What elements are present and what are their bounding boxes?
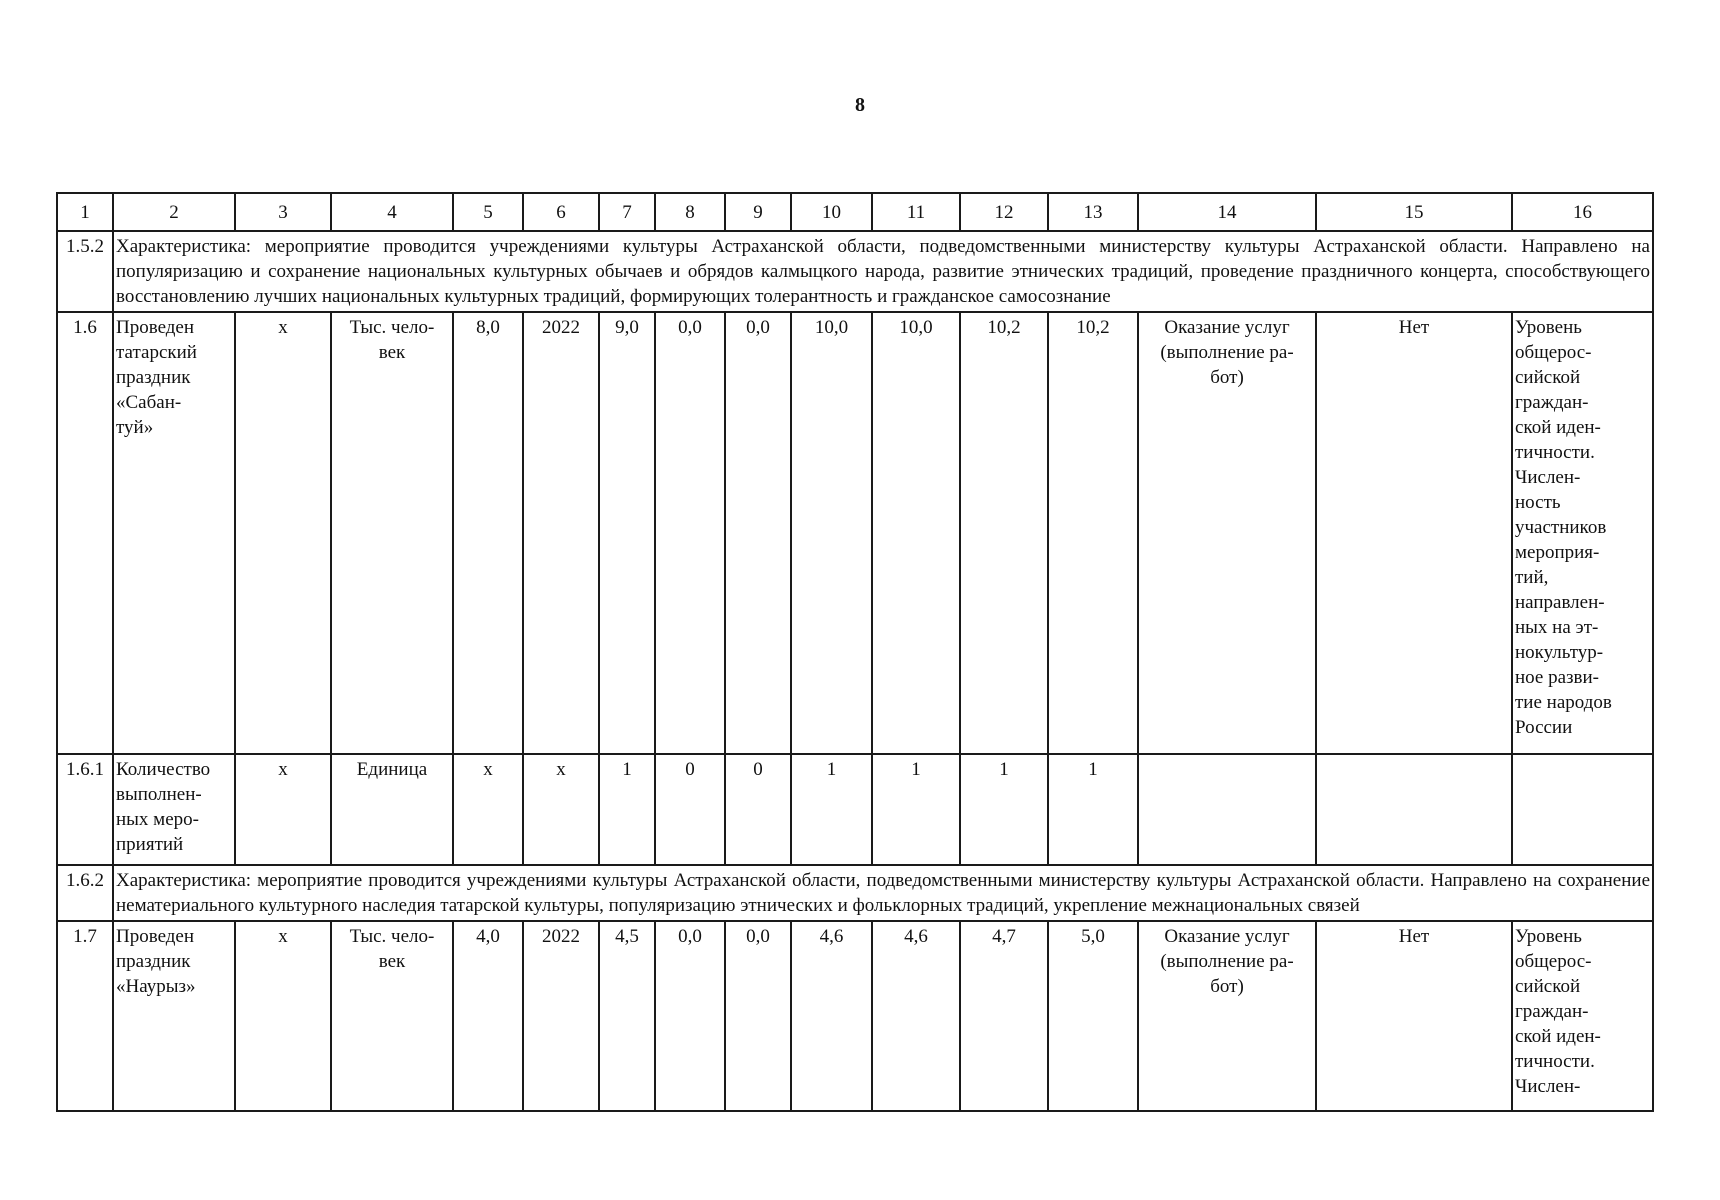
cell: 0 xyxy=(725,754,791,865)
unit: Тыс. чело- век xyxy=(331,921,453,1111)
column-header: 12 xyxy=(960,193,1048,231)
cell: х xyxy=(235,754,331,865)
column-header: 6 xyxy=(523,193,599,231)
cell: 1 xyxy=(872,754,960,865)
cell: 10,0 xyxy=(872,312,960,754)
column-header: 8 xyxy=(655,193,725,231)
row-id: 1.6 xyxy=(57,312,113,754)
cell: 5,0 xyxy=(1048,921,1138,1111)
cell: 4,6 xyxy=(872,921,960,1111)
service-type: Оказание услуг (выполнение ра- бот) xyxy=(1138,312,1316,754)
column-header: 2 xyxy=(113,193,235,231)
table-row xyxy=(57,231,1653,312)
cell: 10,2 xyxy=(1048,312,1138,754)
indicator-text: Уровень общерос- сийской граждан- ской иден- тичности. Числен- xyxy=(1512,921,1653,1111)
column-header: 1 xyxy=(57,193,113,231)
table-row xyxy=(57,754,1653,865)
cell: 4,7 xyxy=(960,921,1048,1111)
unit: Единица xyxy=(331,754,453,865)
column-header: 16 xyxy=(1512,193,1653,231)
event-name: Количество выполнен- ных меро- приятий xyxy=(113,754,235,865)
column-header: 7 xyxy=(599,193,655,231)
column-header: 10 xyxy=(791,193,872,231)
cell: 1 xyxy=(960,754,1048,865)
cell: х xyxy=(235,312,331,754)
column-header: 11 xyxy=(872,193,960,231)
cell: Нет xyxy=(1316,921,1512,1111)
table-row xyxy=(57,312,1653,754)
characteristic-text: Характеристика: мероприятие проводится учреждениями культуры Астраханской области, подведомственными министерству культуры Астраханской области. Направлено на сохранение нематериального культурного наследия татарской культуры, популяризацию этнических и фольклорных традиций, укрепление межнациональных связей xyxy=(113,865,1653,921)
cell: 1 xyxy=(1048,754,1138,865)
cell: 4,6 xyxy=(791,921,872,1111)
cell: 10,2 xyxy=(960,312,1048,754)
cell: Нет xyxy=(1316,312,1512,754)
service-type: Оказание услуг (выполнение ра- бот) xyxy=(1138,921,1316,1111)
cell: 4,5 xyxy=(599,921,655,1111)
column-header: 3 xyxy=(235,193,331,231)
column-header: 15 xyxy=(1316,193,1512,231)
row-id: 1.7 xyxy=(57,921,113,1111)
program-table xyxy=(56,192,1654,1112)
event-name: Проведен татарский праздник «Сабан- туй» xyxy=(113,312,235,754)
row-id: 1.6.1 xyxy=(57,754,113,865)
cell: х xyxy=(523,754,599,865)
column-header: 14 xyxy=(1138,193,1316,231)
column-header: 13 xyxy=(1048,193,1138,231)
cell: 0,0 xyxy=(655,921,725,1111)
cell xyxy=(1138,754,1316,865)
unit: Тыс. чело- век xyxy=(331,312,453,754)
cell: 8,0 xyxy=(453,312,523,754)
header-row xyxy=(57,193,1653,231)
cell: 2022 xyxy=(523,921,599,1111)
characteristic-text: Характеристика: мероприятие проводится учреждениями культуры Астраханской области, подведомственными министерству культуры Астраханской области. Направлено на популяризацию и сохранение национальных культурных обычаев и обрядов калмыцкого народа, развитие этнических традиций, проведение праздничного концерта, способствующего восстановлению лучших национальных культурных традиций, формирующих толерантность и гражданское самосознание xyxy=(113,231,1653,312)
cell: 10,0 xyxy=(791,312,872,754)
cell: х xyxy=(235,921,331,1111)
cell: х xyxy=(453,754,523,865)
cell: 4,0 xyxy=(453,921,523,1111)
column-header: 4 xyxy=(331,193,453,231)
table-row xyxy=(57,921,1653,1111)
event-name: Проведен праздник «Наурыз» xyxy=(113,921,235,1111)
cell: 1 xyxy=(791,754,872,865)
cell xyxy=(1316,754,1512,865)
column-header: 9 xyxy=(725,193,791,231)
table-row xyxy=(57,865,1653,921)
cell: 0,0 xyxy=(725,921,791,1111)
cell: 0,0 xyxy=(655,312,725,754)
cell xyxy=(1512,754,1653,865)
page-number: 8 xyxy=(855,94,865,116)
cell: 9,0 xyxy=(599,312,655,754)
cell: 0 xyxy=(655,754,725,865)
column-header: 5 xyxy=(453,193,523,231)
cell: 0,0 xyxy=(725,312,791,754)
indicator-text: Уровень общерос- сийской граждан- ской иден- тичности. Числен- ность участников мероприя- тий, направлен- ных на эт- нокультур- ное разви- тие народов России xyxy=(1512,312,1653,754)
cell: 2022 xyxy=(523,312,599,754)
row-id: 1.6.2 xyxy=(57,865,113,921)
cell: 1 xyxy=(599,754,655,865)
row-id: 1.5.2 xyxy=(57,231,113,312)
